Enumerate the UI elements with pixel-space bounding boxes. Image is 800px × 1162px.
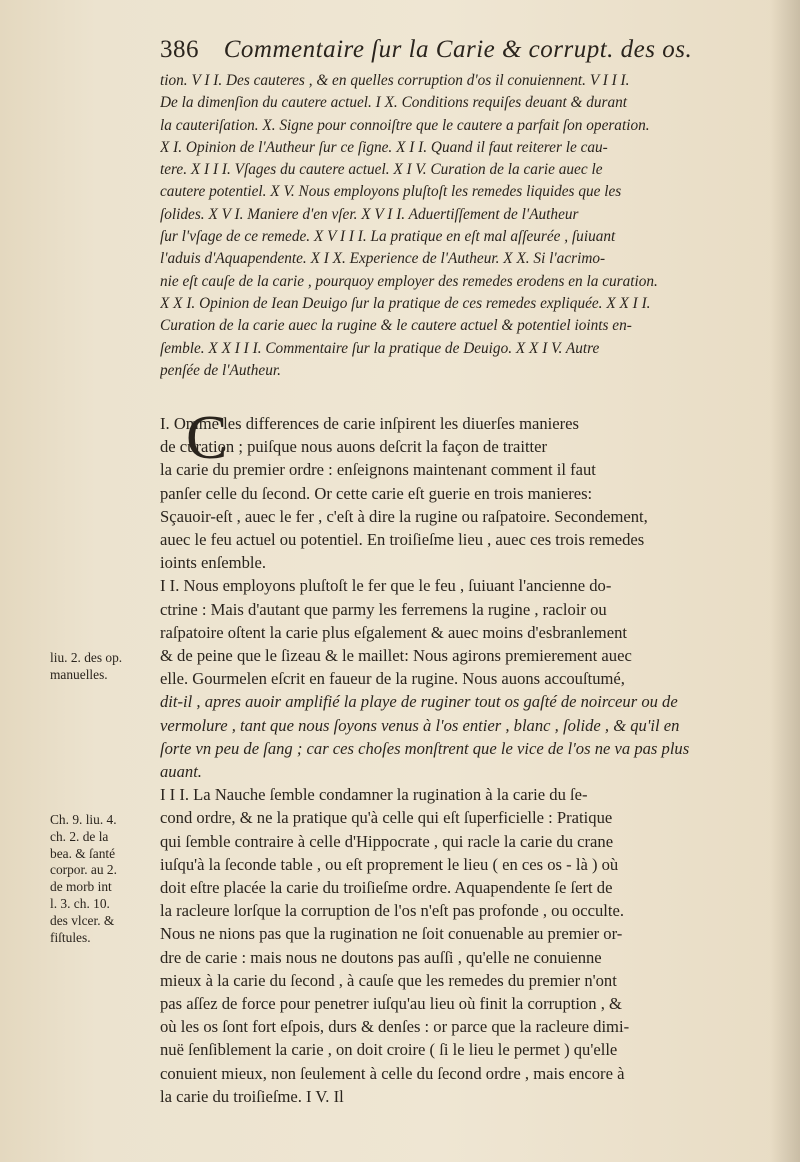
body-line: panſer celle du ſecond. Or cette carie eſt guerie en trois manieres: — [160, 483, 593, 503]
page-number: 386 — [160, 36, 199, 63]
summary-line: X X I. Opinion de Iean Deuigo ſur la pratique de ces remedes expliquée. X X I I. — [160, 294, 651, 312]
summary-line: ſolides. X V I. Maniere d'en vſer. X V I I. Aduertiſſement de l'Autheur — [160, 205, 579, 223]
body-line: pas aſſez de force pour penetrer iuſqu'au lieu où finit la corruption , & — [160, 994, 622, 1014]
margin-note-line: fiſtules. — [50, 929, 91, 945]
margin-note-line: de morb int — [50, 879, 112, 895]
body-line: Nous ne nions pas que la rugination ne ſoit conuenable au premier or- — [160, 924, 623, 944]
body-line: la carie du premier ordre : enſeignons maintenant comment il faut — [160, 460, 596, 480]
body-line: qui ſemble contraire à celle d'Hippocrate , qui racle la carie du crane — [160, 831, 614, 851]
summary-line: De la dimenſion du cautere actuel. I X. Conditions requiſes deuant & durant — [160, 94, 628, 112]
summary-line: l'aduis d'Aquapendente. X I X. Experience de l'Autheur. X X. Si l'acrimo- — [160, 250, 606, 268]
summary-line: ſur l'vſage de ce remede. X V I I I. La pratique en eſt mal aſſeurée , ſuiuant — [160, 228, 616, 246]
summary-line: Curation de la carie auec la rugine & le cautere actuel & potentiel ioints en- — [160, 317, 632, 335]
body-line: ioints enſemble. — [160, 553, 266, 573]
margin-note-line: Ch. 9. liu. 4. — [50, 812, 117, 827]
margin-note-line: bea. & ſanté — [50, 845, 116, 861]
body-line: où les os ſont fort eſpois, durs & denſes : or parce que la racleure dimi- — [160, 1017, 630, 1037]
body-text — [160, 404, 772, 1108]
body-line: iuſqu'à la ſeconde table , ou eſt proprement le lieu ( en ces os - là ) où — [160, 854, 619, 874]
chapter-summary — [160, 70, 770, 382]
margin-note-line: ch. 2. de la — [50, 828, 109, 844]
drop-cap: C — [186, 404, 228, 472]
body-line: I. Omme les differences de carie inſpirent les diuerſes manieres — [160, 414, 579, 433]
body-line: la racleure lorſque la corruption de l'os n'eſt pas profonde , ou occulte. — [160, 901, 624, 921]
summary-line: la cauteriſation. X. Signe pour connoiſtre que le cautere a parfait ſon operation. — [160, 116, 650, 134]
body-line: I I. Nous employons pluſtoſt le fer que le feu , ſuiuant l'ancienne do- — [160, 576, 612, 596]
page-edge-shadow — [770, 0, 800, 1162]
body-line: vermolure , tant que nous ſoyons venus à l'os entier , blanc , ſolide , & qu'il en — [160, 715, 680, 735]
summary-line: nie eſt cauſe de la carie , pourquoy employer des remedes erodens en la curation. — [160, 272, 658, 290]
body-line: auant. — [160, 762, 202, 782]
body-line: mieux à la carie du ſecond , à cauſe que les remedes du premier n'ont — [160, 970, 617, 990]
body-line: ctrine : Mais d'autant que parmy les ferremens la rugine , racloir ou — [160, 599, 607, 619]
body-line: ſorte vn peu de ſang ; car ces choſes monſtrent que le vice de l'os ne va pas plus — [160, 738, 690, 758]
body-line: raſpatoire oſtent la carie plus eſgalement & auec moins d'esbranlement — [160, 622, 627, 642]
summary-line: penſée de l'Autheur. — [160, 361, 281, 379]
margin-note-line: l. 3. ch. 10. — [50, 895, 110, 911]
body-line: dre de carie : mais nous ne doutons pas auſſi , qu'elle ne conuienne — [160, 947, 602, 967]
margin-note-reference — [50, 812, 160, 946]
margin-note-reference — [50, 650, 160, 684]
summary-line: tion. V I I. Des cauteres , & en quelles corruption d'os il conuiennent. V I I I. — [160, 72, 630, 89]
margin-note-line: corpor. au 2. — [50, 862, 117, 878]
body-line: conuient mieux, non ſeulement à celle du ſecond ordre , mais encore à — [160, 1063, 625, 1083]
body-line: & de peine que le ſizeau & le maillet: Nous agirons premierement auec — [160, 646, 632, 666]
summary-line: X I. Opinion de l'Autheur ſur ce ſigne. X I I. Quand il faut reiterer le cau- — [160, 138, 608, 156]
summary-line: tere. X I I I. Vſages du cautere actuel. X I V. Curation de la carie auec le — [160, 161, 603, 179]
body-line: cond ordre, & ne la pratique qu'à celle qui eſt ſuperficielle : Pratique — [160, 808, 613, 828]
body-line: dit-il , apres auoir amplifié la playe de ruginer tout os gaſté de noirceur ou de — [160, 692, 678, 712]
body-line: de curation ; puiſque nous auons deſcrit la façon de traitter — [160, 437, 548, 457]
body-line: Sçauoir-eſt , auec le fer , c'eſt à dire la rugine ou raſpatoire. Secondement, — [160, 506, 648, 526]
margin-note-line: manuelles. — [50, 666, 108, 682]
margin-note-line: des vlcer. & — [50, 912, 115, 928]
summary-line: ſemble. X X I I I. Commentaire ſur la pratique de Deuigo. X X I V. Autre — [160, 339, 600, 357]
running-title: Commentaire ſur la Carie & corrupt. des os. — [223, 36, 693, 63]
body-line: doit eſtre placée la carie du troiſieſme ordre. Aquapendente ſe ſert de — [160, 878, 613, 898]
body-line: la carie du troiſieſme. I V. Il — [160, 1086, 344, 1106]
body-line: nuë ſenſiblement la carie , on doit croire ( ſi le lieu le permet ) qu'elle — [160, 1040, 618, 1060]
body-line: elle. Gourmelen eſcrit en faueur de la rugine. Nous auons accouſtumé, — [160, 669, 625, 689]
summary-line: cautere potentiel. X V. Nous employons pluſtoſt les remedes liquides que les — [160, 183, 622, 201]
margin-note-line: liu. 2. des op. — [50, 650, 123, 665]
page-header — [160, 36, 720, 64]
body-line: auec le feu actuel ou potentiel. En troiſieſme lieu , auec ces trois remedes — [160, 530, 645, 550]
body-line: I I I. La Nauche ſemble condamner la rugination à la carie du ſe- — [160, 785, 588, 805]
